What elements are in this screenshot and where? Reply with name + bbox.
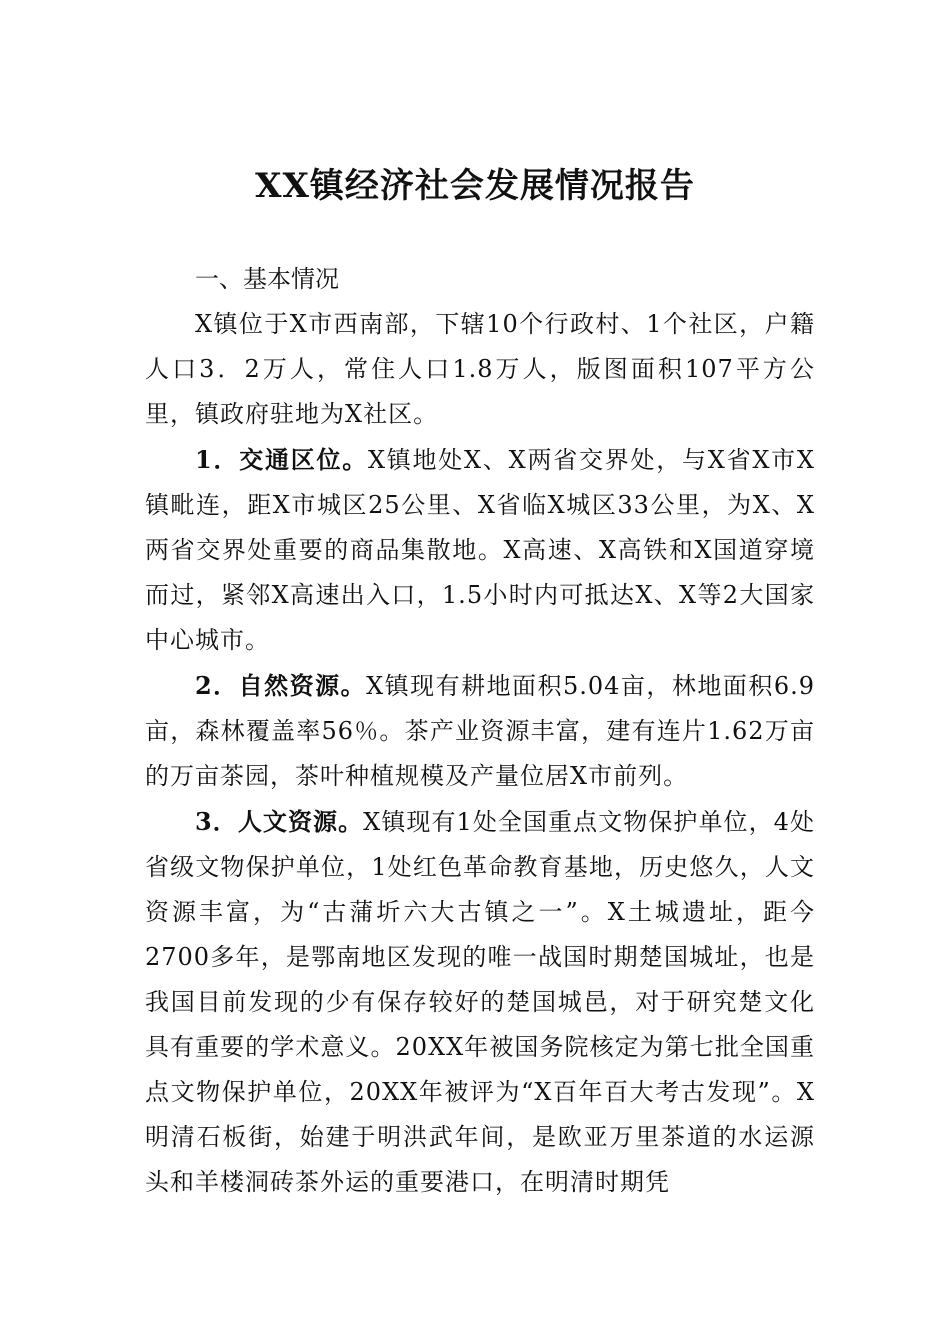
paragraph-lead-natural-resources: 2．自然资源。: [195, 671, 367, 700]
paragraph-lead-cultural-resources: 3．人文资源。: [195, 807, 364, 836]
paragraph-text-cultural-resources: X镇现有1处全国重点文物保护单位，4处省级文物保护单位，1处红色革命教育基地，历史悠久，人文资源丰富，为“古蒲圻六大古镇之一”。X土城遗址，距今2700多年，是鄂南地区发现的唯一战国时期楚国城址，也是我国目前发现的少有保存较好的楚国城邑，对于研究楚文化具有重要的学术意义。20XX年被国务院核定为第七批全国重点文物保护单位，20XX年被评为“X百年百大考古发现”。X明清石板街，始建于明洪武年间，是欧亚万里茶道的水运源头和羊楼洞砖茶外运的重要港口，在明清时期凭: [145, 808, 815, 1196]
paragraph-natural-resources: [145, 663, 815, 799]
paragraph-text-transport: X镇地处X、X两省交界处，与X省X市X镇毗连，距X市城区25公里、X省临X城区33公里，为X、X两省交界处重要的商品集散地。X高速、X高铁和X国道穿境而过，紧邻X高速出入口，1.5小时内可抵达X、X等2大国家中心城市。: [145, 446, 816, 654]
document-title: XX镇经济社会发展情况报告: [255, 166, 695, 206]
paragraph-lead-transport: 1．交通区位。: [195, 445, 368, 474]
paragraph-text-natural-resources: X镇现有耕地面积5.04亩，林地面积6.9亩，森林覆盖率56％。茶产业资源丰富，建有连片1.62万亩的万亩茶园，茶叶种植规模及产量位居X市前列。: [145, 672, 815, 790]
section-heading: 一、基本情况: [195, 265, 339, 293]
paragraph-transport: [145, 437, 815, 663]
paragraph-cultural-resources: [145, 799, 815, 1205]
document-body: [145, 257, 815, 1205]
intro-paragraph: X镇位于X市西南部，下辖10个行政村、1个社区，户籍人口3．2万人，常住人口1.8万人，版图面积107平方公里，镇政府驻地为X社区。: [145, 310, 815, 428]
